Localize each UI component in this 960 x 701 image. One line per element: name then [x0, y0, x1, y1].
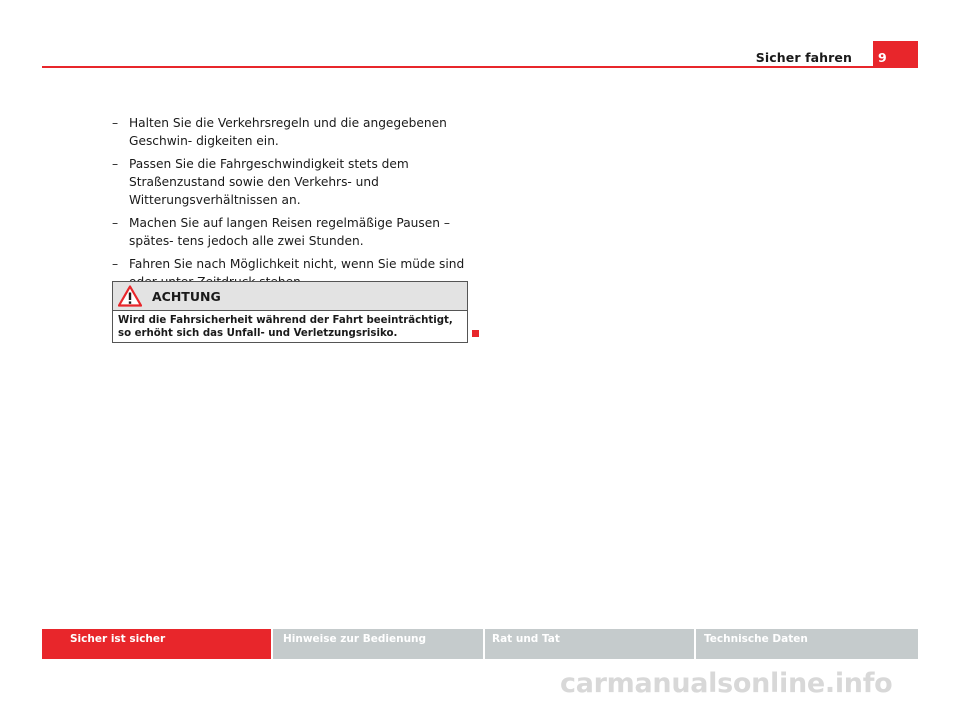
list-item-text: Passen Sie die Fahrgeschwindigkeit stets dem Straßenzustand sowie den Verkehrs- und Witterungsverhältnissen an. — [129, 157, 409, 207]
footer-tab-hinweise-zur-bedienung[interactable]: Hinweise zur Bedienung — [273, 629, 483, 659]
page-number: 9 — [873, 41, 918, 68]
warning-box — [112, 281, 468, 343]
warning-header — [113, 282, 467, 311]
footer-tab-rat-und-tat[interactable]: Rat und Tat — [485, 629, 694, 659]
list-item-text: Machen Sie auf langen Reisen regelmäßige Pausen – spätes- tens jedoch alle zwei Stunden. — [129, 216, 450, 248]
page-section-title: Sicher fahren — [755, 50, 852, 65]
warning-title: ACHTUNG — [152, 288, 221, 304]
footer-tab-sicher-ist-sicher[interactable]: Sicher ist sicher — [42, 629, 271, 659]
watermark: carmanualsonline.info — [560, 668, 893, 699]
list-item — [112, 114, 468, 150]
bullet-dash: – — [112, 257, 119, 271]
footer-tab-technische-daten[interactable]: Technische Daten — [696, 629, 918, 659]
list-item-text: Halten Sie die Verkehrsregeln und die angegebenen Geschwin- digkeiten ein. — [129, 116, 447, 148]
bullet-dash: – — [112, 157, 119, 171]
bullet-dash: – — [112, 116, 119, 130]
footer-chapter-nav — [42, 629, 918, 659]
list-item-text: Fahren Sie nach Möglichkeit nicht, wenn Sie müde sind — [129, 257, 465, 271]
list-item — [112, 214, 468, 250]
warning-text: Wird die Fahrsicherheit während der Fahrt beeinträchtigt, so erhöht sich das Unfall- und Verletzungsrisiko. — [118, 315, 453, 339]
header-rule — [42, 66, 918, 68]
warning-triangle-icon — [118, 285, 142, 307]
instruction-list — [112, 114, 468, 296]
list-item — [112, 155, 468, 209]
bullet-dash: – — [112, 216, 119, 230]
section-end-marker — [472, 330, 479, 337]
